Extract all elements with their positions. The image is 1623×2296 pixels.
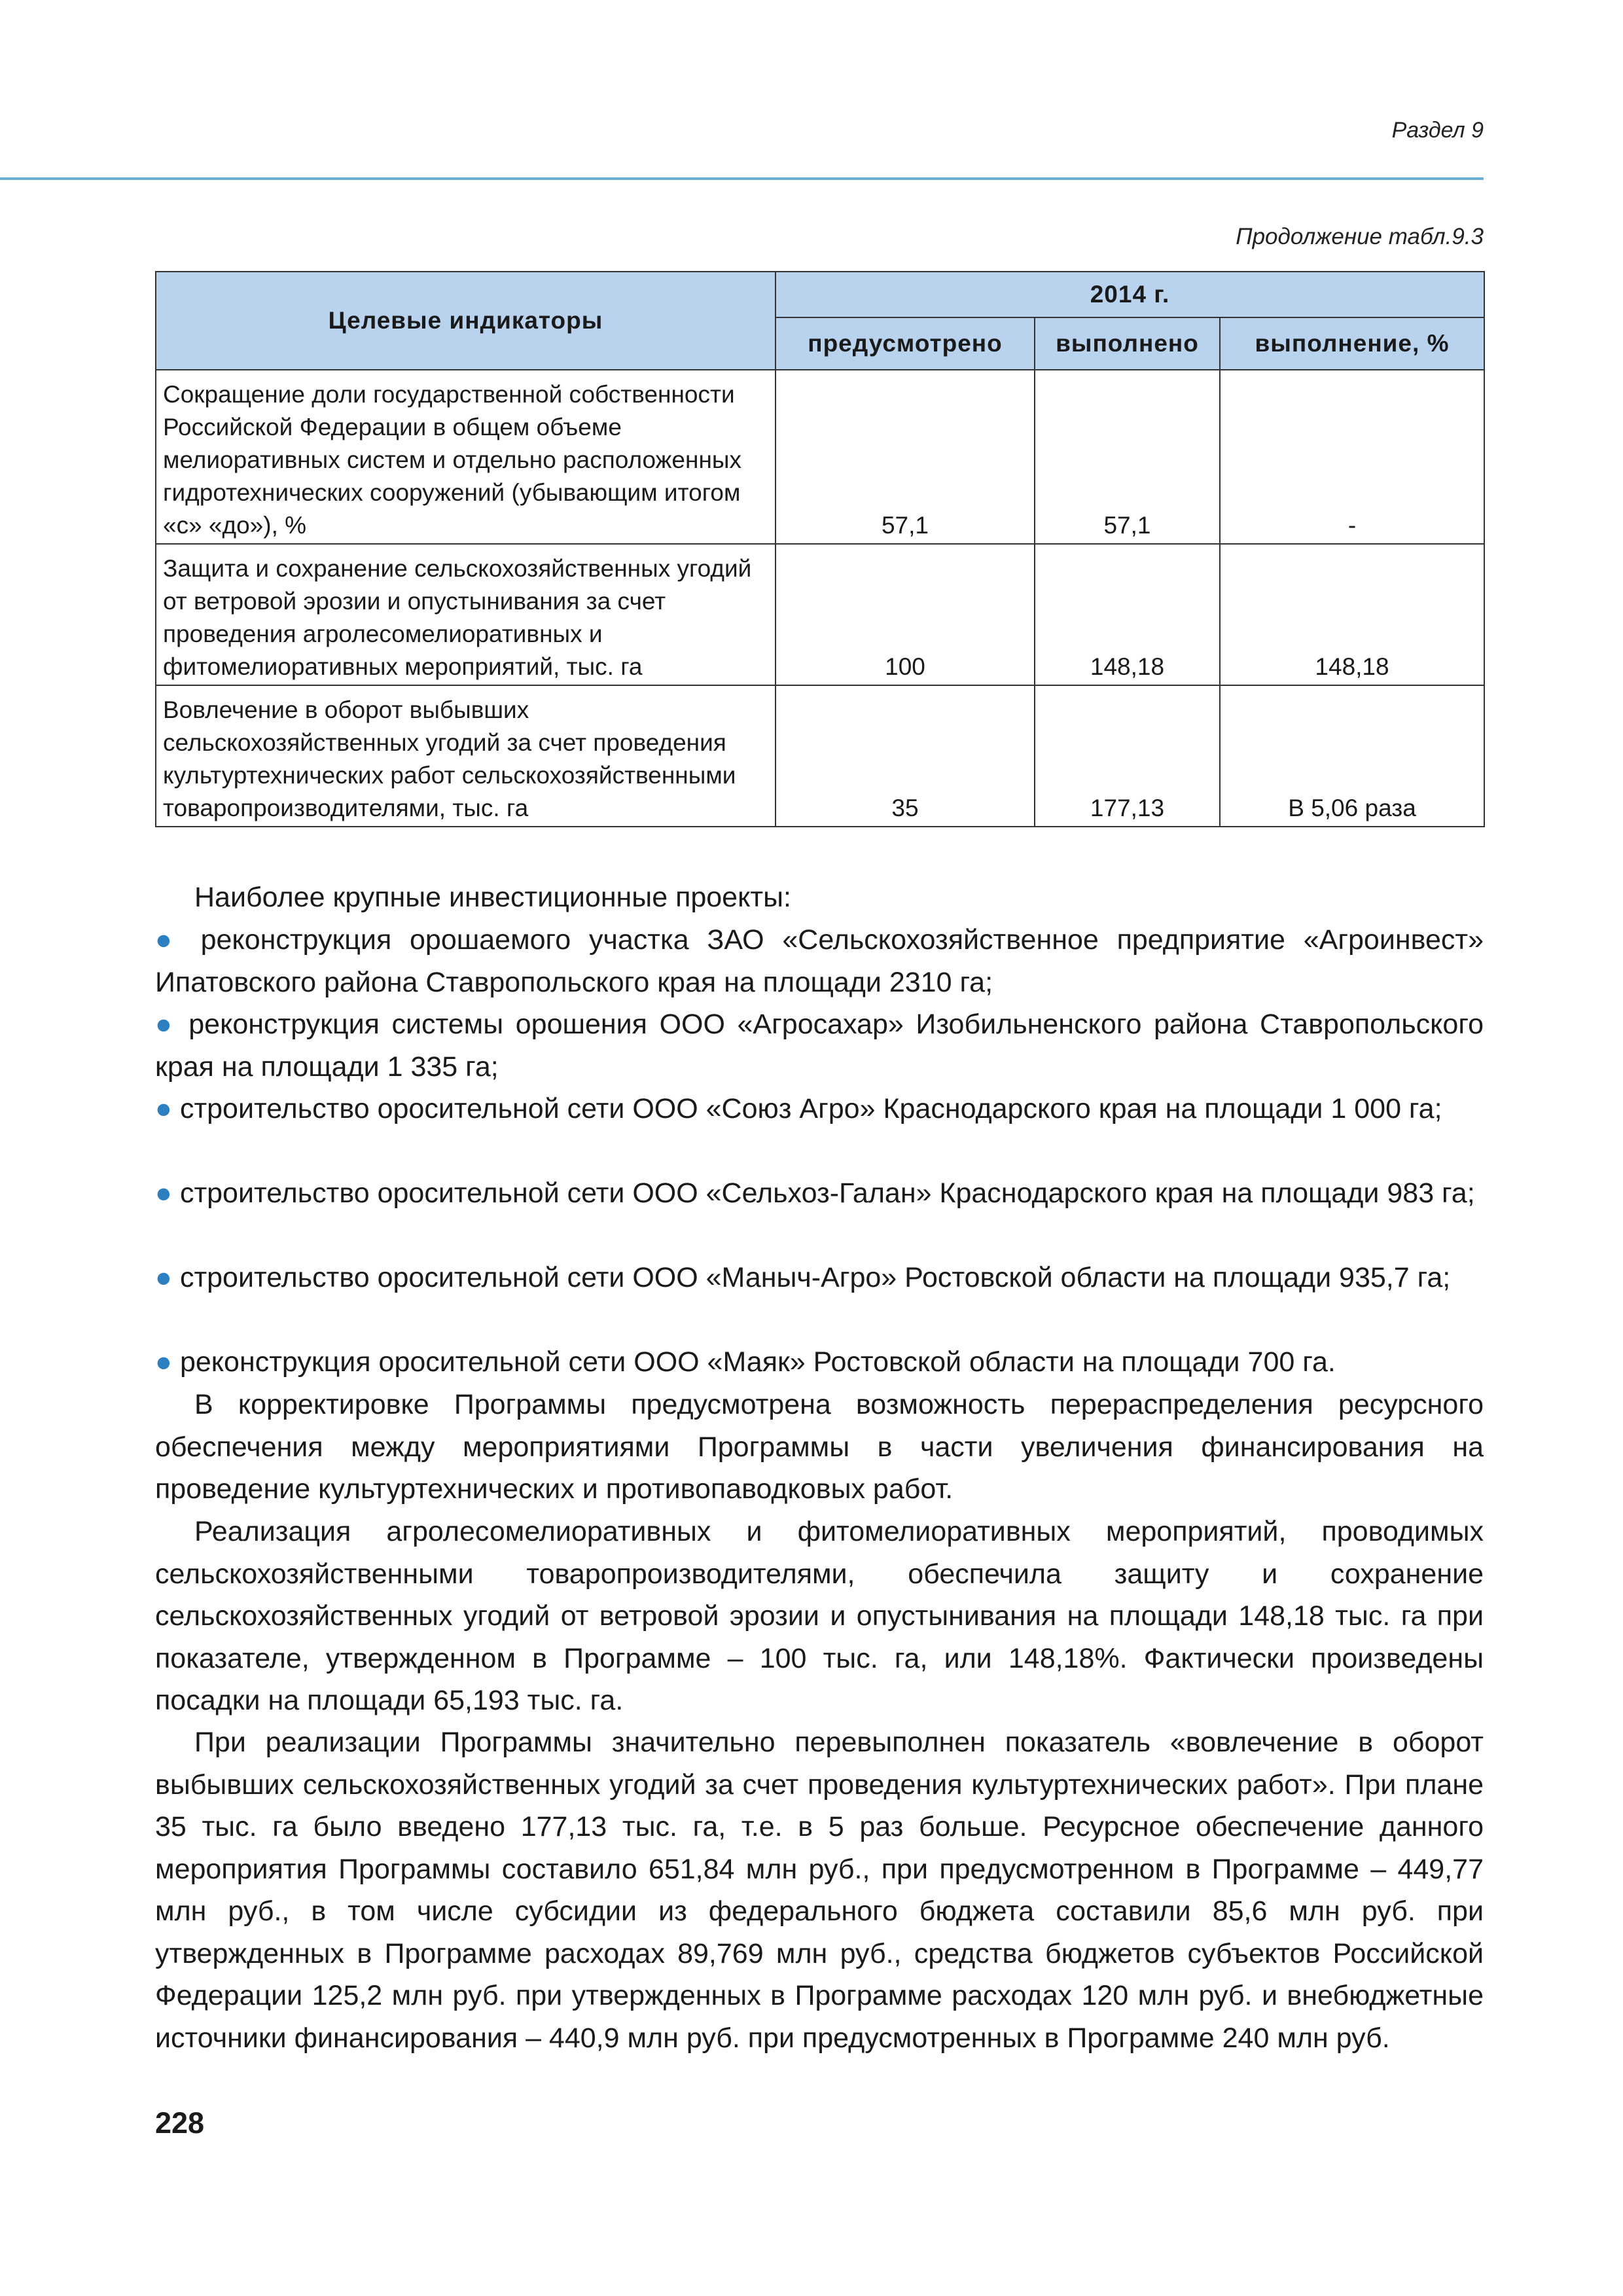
table-row [156, 370, 1484, 544]
body-paragraph: Реализация агролесомелиоративных и фитомелиоративных мероприятий, проводимых сельскохозяйственными товаропроизводителями, обеспечила защиту и сохранение сельскохозяйственных угодий от ветровой эрозии и опустынивания на площади 148,18 тыс. га при показателе, утвержденном в Программе – 100 тыс. га, или 148,18%. Фактически произведены посадки на площади 65,193 тыс. га. [155, 1516, 1484, 1716]
row-planned: 35 [776, 685, 1035, 827]
row-percent: 148,18 [1220, 544, 1484, 685]
page-number: 228 [155, 2106, 205, 2140]
intro-paragraph: Наиболее крупные инвестиционные проекты: [194, 882, 791, 913]
list-item-text: реконструкция системы орошения ООО «Агросахар» Изобильненского района Ставропольского края на площади 1 335 га; [155, 1009, 1484, 1083]
row-percent: - [1220, 370, 1484, 544]
bullet-icon: ● [155, 924, 183, 956]
row-indicator: Защита и сохранение сельскохозяйственных угодий от ветровой эрозии и опустынивания за счет проведения агролесомелиоративных и фитомелиоративных мероприятий, тыс. га [156, 544, 776, 685]
list-item [155, 1088, 1484, 1130]
body-paragraph: В корректировке Программы предусмотрена возможность перераспределения ресурсного обеспечения между мероприятиями Программы в части увеличения финансирования на проведение культуртехнических и противопаводковых работ. [155, 1389, 1484, 1505]
bullet-icon: ● [155, 1009, 177, 1040]
bullet-icon: ● [155, 1177, 172, 1209]
list-item-text: строительство оросительной сети ООО «Маныч-Агро» Ростовской области на площади 935,7 га; [179, 1262, 1451, 1293]
row-planned: 100 [776, 544, 1035, 685]
row-percent: В 5,06 раза [1220, 685, 1484, 827]
list-item [155, 1172, 1484, 1215]
col-header-done: выполнено [1035, 317, 1220, 370]
table-caption: Продолжение табл.9.3 [1236, 224, 1484, 249]
list-item-text: строительство оросительной сети ООО «Сельхоз-Галан» Краснодарского края на площади 983 га; [179, 1177, 1475, 1209]
row-done: 148,18 [1035, 544, 1220, 685]
table-row [156, 544, 1484, 685]
row-done: 57,1 [1035, 370, 1220, 544]
list-item [155, 1341, 1484, 1384]
list-item [155, 1003, 1484, 1088]
col-header-indicators: Целевые индикаторы [156, 272, 776, 370]
list-item [155, 919, 1484, 1003]
col-header-percent: выполнение, % [1220, 317, 1484, 370]
row-planned: 57,1 [776, 370, 1035, 544]
col-header-planned: предусмотрено [776, 317, 1035, 370]
bullet-icon: ● [155, 1093, 172, 1124]
bullet-icon: ● [155, 1346, 172, 1378]
row-indicator: Сокращение доли государственной собственности Российской Федерации в общем объеме мелиоративных систем и отдельно расположенных гидротехнических сооружений (убывающим итогом «с» «до»), % [156, 370, 776, 544]
row-indicator: Вовлечение в оборот выбывших сельскохозяйственных угодий за счет проведения культуртехнических работ сельскохозяйственными товаропроизводителями, тыс. га [156, 685, 776, 827]
header-rule [0, 177, 1484, 180]
bullet-icon: ● [155, 1262, 172, 1293]
list-item-text: реконструкция оросительной сети ООО «Маяк» Ростовской области на площади 700 га. [179, 1346, 1336, 1378]
list-item-text: строительство оросительной сети ООО «Союз Агро» Краснодарского края на площади 1 000 га; [179, 1093, 1442, 1124]
indicators-table [155, 271, 1485, 827]
list-item [155, 1257, 1484, 1299]
body-paragraph: При реализации Программы значительно перевыполнен показатель «вовлечение в оборот выбывших сельскохозяйственных угодий за счет проведения культуртехнических работ». При плане 35 тыс. га было введено 177,13 тыс. га, т.е. в 5 раз больше. Ресурсное обеспечение данного мероприятия Программы составило 651,84 млн руб., при предусмотренном в Программе – 449,77 млн руб., в том числе субсидии из федерального бюджета составили 85,6 млн руб. при утвержденных в Программе расходах 89,769 млн руб., средства бюджетов субъектов Российской Федерации 125,2 млн руб. при утвержденных в Программе расходах 120 млн руб. и внебюджетные источники финансирования – 440,9 млн руб. при предусмотренных в Программе 240 млн руб. [155, 1727, 1484, 2054]
list-item-text: реконструкция орошаемого участка ЗАО «Сельскохозяйственное предприятие «Агроинвест» Ипатовского района Ставропольского края на площади 2310 га; [155, 924, 1484, 998]
table-row [156, 685, 1484, 827]
col-header-year: 2014 г. [776, 272, 1484, 317]
row-done: 177,13 [1035, 685, 1220, 827]
section-label: Раздел 9 [1391, 118, 1484, 143]
